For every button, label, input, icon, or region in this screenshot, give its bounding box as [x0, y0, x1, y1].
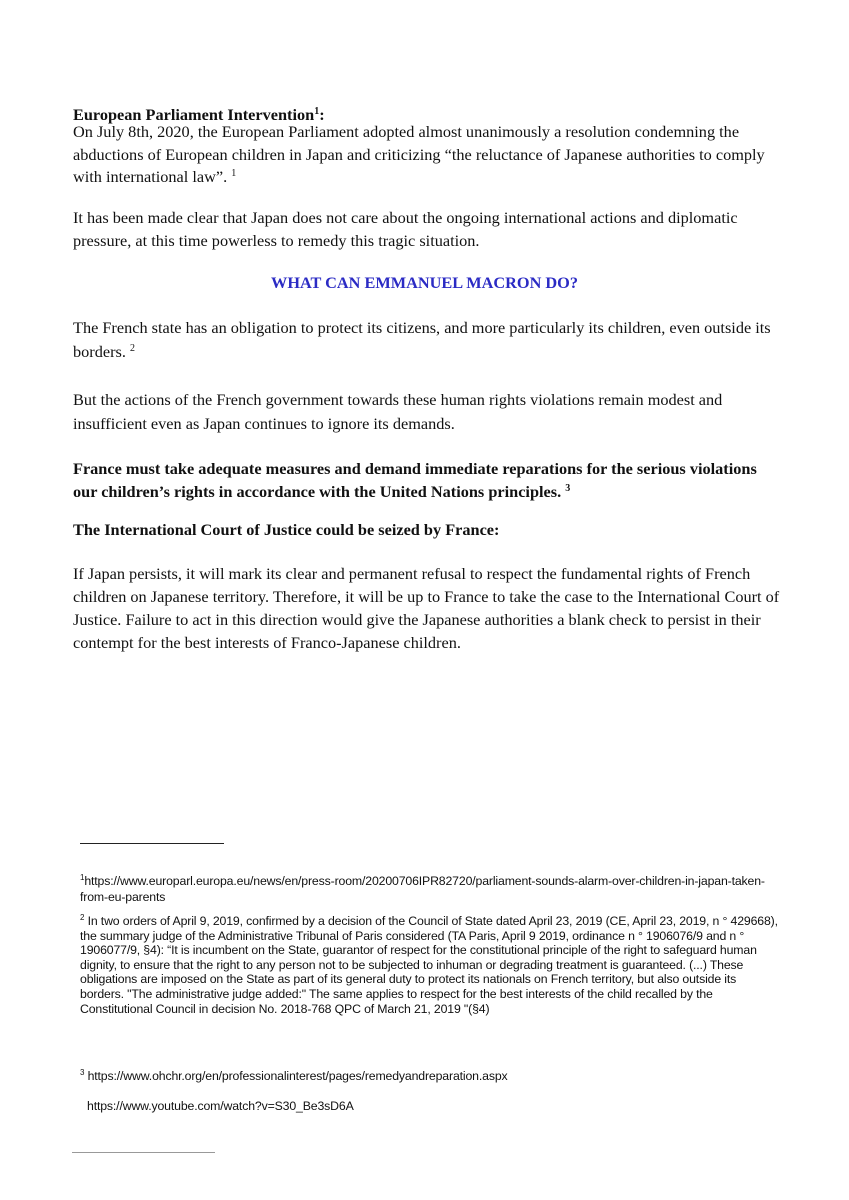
footnote-link[interactable]: https://www.europarl.europa.eu/news/en/press-room/20200706IPR82720/parliament-sounds-alarm-over-children-in-japan-taken-from-eu-parents — [80, 874, 765, 904]
paragraph-demand: France must take adequate measures and demand immediate reparations for the serious violations our children’s rights in accordance with the United Nations principles. $^3$ — [73, 459, 757, 501]
footnote-link[interactable]: https://www.ohchr.org/en/professionalinterest/pages/remedyandreparation.aspx — [84, 1069, 508, 1083]
section-heading: WHAT CAN EMMANUEL MACRON DO? — [271, 273, 578, 292]
footnote-3: $^3$ https://www.ohchr.org/en/professionalinterest/pages/remedyandreparation.aspx — [80, 1068, 508, 1083]
paragraph-icj: If Japan persists, it will mark its clear and permanent refusal to respect the fundamental rights of French children on Japanese territory. Therefore, it will be up to France to take the case to the International Court of Justice. Failure to act in this direction would give the Japanese authorities a blank check to persist in their contempt for the best interests of Franco-Japanese children. — [73, 564, 780, 652]
extra-link[interactable]: https://www.youtube.com/watch?v=S30_Be3sD6A — [87, 1099, 354, 1113]
paragraph-actions: But the actions of the French government towards these human rights violations remain modest and insufficient even as Japan continues to ignore its demands. — [73, 390, 723, 433]
footnote-ref[interactable]: 1 — [314, 106, 320, 117]
section-title: European Parliament Intervention$^1$: — [73, 105, 325, 124]
paragraph-resolution: On July 8th, 2020, the European Parliament adopted almost unanimously a resolution condemning the abductions of European children in Japan and criticizing “the reluctance of Japanese authorities to comply with international law”. $^1$ — [73, 122, 765, 186]
paragraph-obligation: The French state has an obligation to protect its citizens, and more particularly its children, even outside its borders. $^2$ — [73, 318, 771, 361]
paragraph-japan: It has been made clear that Japan does not care about the ongoing international actions and diplomatic pressure, at this time powerless to remedy this tragic situation. — [73, 208, 738, 250]
footnote-1: $^1$https://www.europarl.europa.eu/news/en/press-room/20200706IPR82720/parliament-sounds-alarm-over-children-in-japan-taken-from-eu-parents — [80, 873, 765, 904]
footnote-ref[interactable]: 2 — [129, 342, 135, 354]
footnote-2: $^2$ In two orders of April 9, 2019, confirmed by a decision of the Council of State dated April 23, 2019 (CE, April 23, 2019, n ° 429668), the summary judge of the Administrative Tribunal of Paris considered (TA Paris, April 9 2019, ordinance n ° 1906076/9 and n ° 1906077/9, §4): “It is incumbent on the State, guarantor of respect for the constitutional principle of the right to safeguard human dignity, to ensure that the right to any person not to be subjected to inhuman or degrading treatment is guaranteed. (...) These obligations are imposed on the State as part of its general duty to protect its nationals on French territory, but also outside its borders. "The administrative judge added:" The same applies to respect for the best interests of the child recalled by the Constitutional Council in decision No. 2018-768 QPC of March 21, 2019 "(§4) — [80, 913, 778, 1016]
footnote-ref[interactable]: 3 — [565, 482, 571, 494]
footnote-ref[interactable]: 1 — [231, 168, 237, 179]
bottom-divider — [72, 1152, 215, 1153]
icj-title: The International Court of Justice could be seized by France: — [73, 520, 500, 539]
footnote-divider — [80, 843, 224, 844]
